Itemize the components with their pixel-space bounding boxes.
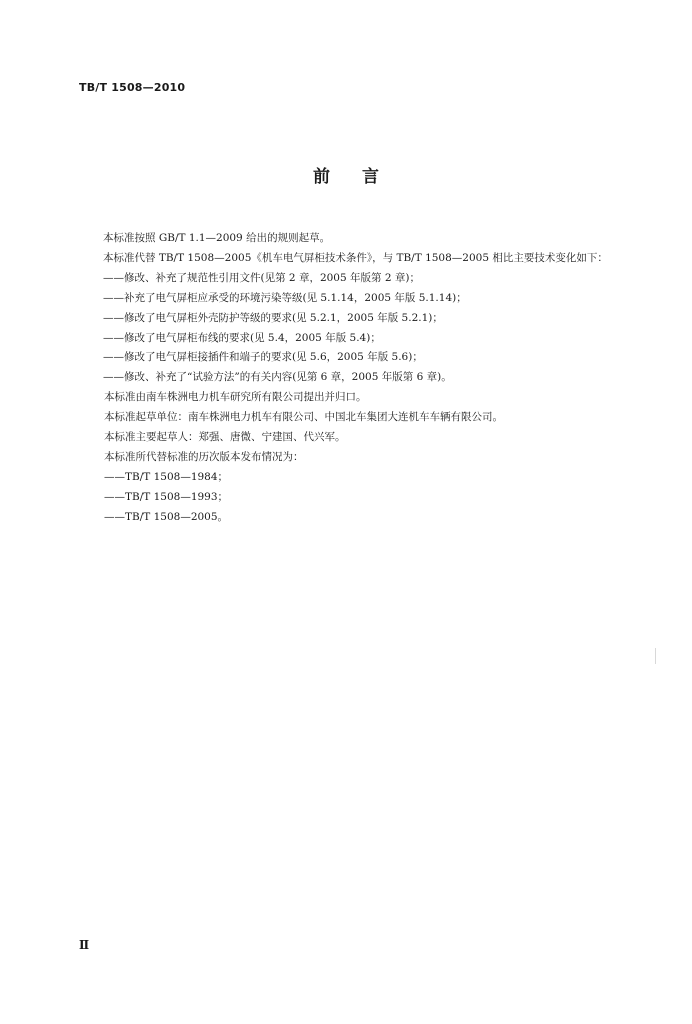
edition-item: ——TB/T 1508—1993； [104,490,229,503]
foreword-body [80,229,635,528]
edition-item: ——TB/T 1508—2005。 [104,510,229,523]
change-item: ——修改、补充了规范性引用文件(见第 2 章，2005 年版第 2 章)； [103,271,420,284]
paragraph-drafting-rules: 本标准按照 GB/T 1.1—2009 给出的规则起草。 [103,232,331,244]
change-item: ——修改了电气屏柜接插件和端子的要求(见 5.6，2005 年版 5.6)； [103,351,423,364]
change-item: ——修改了电气屏柜布线的要求(见 5.4，2005 年版 5.4)； [103,331,381,344]
paragraph-drafters: 本标准主要起草人：郑强、唐微、宁建国、代兴军。 [104,431,346,444]
page-title: 前言 [313,167,411,187]
edition-item: ——TB/T 1508—1984； [104,470,229,483]
scan-mark [655,648,656,664]
change-item: ——修改了电气屏柜外壳防护等级的要求(见 5.2.1，2005 年版 5.2.1)； [103,311,443,324]
page-number: Ⅱ [79,938,90,952]
paragraph-drafting-units: 本标准起草单位：南车株洲电力机车有限公司、中国北车集团大连机车车辆有限公司。 [104,411,503,424]
paragraph-previous-editions: 本标准所代替标准的历次版本发布情况为： [104,450,304,463]
paragraph-replacement: 本标准代替 TB/T 1508—2005《机车电气屏柜技术条件》，与 TB/T 1508—2005 相比主要技术变化如下： [103,251,608,264]
change-item: ——修改、补充了“试验方法”的有关内容(见第 6 章，2005 年版第 6 章)。 [103,371,452,384]
document-code-header: TB/T 1508—2010 [79,81,186,94]
change-item: ——补充了电气屏柜应承受的环境污染等级(见 5.1.14，2005 年版 5.1.14)； [103,291,467,304]
paragraph-proposer: 本标准由南车株洲电力机车研究所有限公司提出并归口。 [104,391,367,404]
